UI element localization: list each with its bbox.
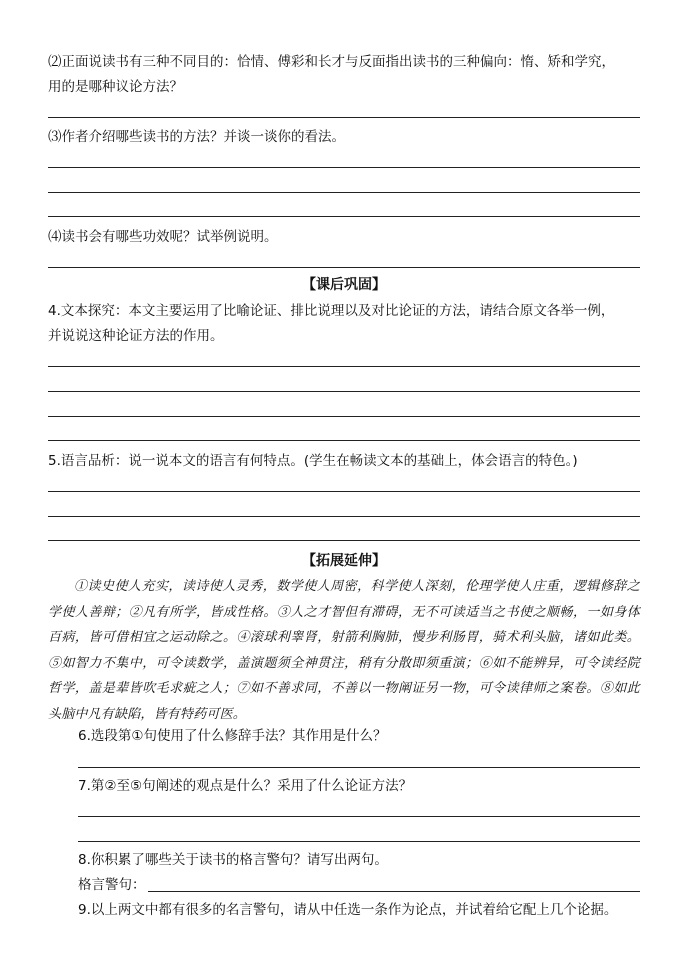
answer-line[interactable] bbox=[78, 767, 640, 768]
answer-line[interactable] bbox=[48, 491, 640, 492]
question-7: 7.第②至⑤句阐述的观点是什么？采用了什么论证方法？ bbox=[78, 778, 413, 794]
answer-line[interactable] bbox=[78, 841, 640, 842]
answer-line[interactable] bbox=[48, 540, 640, 541]
question-text-inquiry-line-1: 4.文本探究：本文主要运用了比喻论证、排比说理以及对比论证的方法，请结合原文各举一例， bbox=[48, 303, 615, 319]
answer-line[interactable] bbox=[48, 216, 640, 217]
maxim-label: 格言警句： bbox=[78, 877, 146, 893]
question-3: ⑶作者介绍哪些读书的方法？并谈一谈你的看法。 bbox=[48, 129, 345, 145]
section-heading-extension: 【拓展延伸】 bbox=[302, 553, 386, 569]
section-heading-consolidation: 【课后巩固】 bbox=[302, 277, 386, 293]
answer-line[interactable] bbox=[48, 366, 640, 367]
answer-line[interactable] bbox=[78, 816, 640, 817]
answer-line[interactable] bbox=[48, 167, 640, 168]
answer-line[interactable] bbox=[48, 440, 640, 441]
question-2-line-1: ⑵正面说读书有三种不同目的：恰情、傅彩和长才与反面指出读书的三种偏向：惰、矫和学究， bbox=[48, 54, 615, 70]
answer-line[interactable] bbox=[48, 267, 640, 268]
answer-line[interactable] bbox=[48, 516, 640, 517]
answer-line[interactable] bbox=[48, 416, 640, 417]
answer-line[interactable] bbox=[48, 117, 640, 118]
question-language: 5.语言品析：说一说本文的语言有何特点。(学生在畅读文本的基础上，体会语言的特色。) bbox=[48, 453, 578, 469]
question-2-line-2: 用的是哪种议论方法？ bbox=[48, 79, 183, 95]
question-text-inquiry-line-2: 并说说这种论证方法的作用。 bbox=[48, 328, 224, 344]
question-8: 8.你积累了哪些关于读书的格言警句？请写出两句。 bbox=[78, 852, 388, 868]
maxim-answer-line[interactable] bbox=[148, 891, 640, 892]
question-6: 6.选段第①句使用了什么修辞手法？其作用是什么？ bbox=[78, 728, 387, 744]
reading-passage: ①读史使人充实，读诗使人灵秀，数学使人周密，科学使人深刻，伦理学使人庄重，逻辑修辞之学使人善辩；②凡有所学，皆成性格。③人之才智但有滞碍，无不可读适当之书使之顺畅，一如身体百病，皆可借相宜之运动除之。④滚球利睾肾，射箭利胸肺，慢步利肠胃，骑术利头脑，诸如此类。⑤如智力不集中，可令读数学，盖演题须全神贯注，稍有分散即须重演；⑥如不能辨异，可令读经院哲学，盖是辈皆吹毛求疵之人；⑦如不善求同，不善以一物阐证另一物，可令读律师之案卷。⑧如此头脑中凡有缺陷，皆有特药可医。 bbox=[48, 579, 640, 722]
answer-line[interactable] bbox=[48, 192, 640, 193]
question-9: 9.以上两文中都有很多的名言警句，请从中任选一条作为论点，并试着给它配上几个论据。 bbox=[78, 902, 618, 918]
answer-line[interactable] bbox=[48, 391, 640, 392]
question-4: ⑷读书会有哪些功效呢？试举例说明。 bbox=[48, 229, 278, 245]
